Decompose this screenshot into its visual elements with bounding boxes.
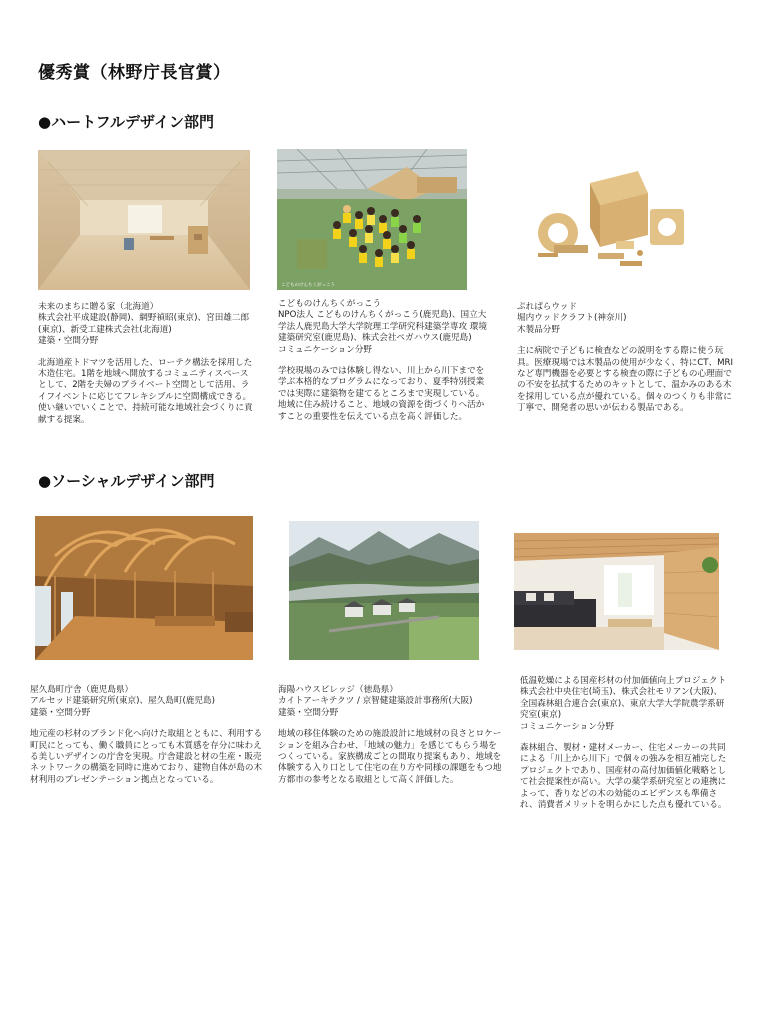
entry-category: 木製品分野 bbox=[517, 324, 560, 335]
entry-name: 屋久島町庁舎（鹿児島県） bbox=[30, 685, 134, 695]
entry-description: 主に病院で子どもに検査などの説明をする際に使う玩具。医療現場では木製品の使用が少なく、特にCT、MRIなど専門機器を必要とする検査の際に子どもの心理面での不安を払拭するためのキットとして、温かみのある木を採用している点が優れている。個々のつくりも非常に丁寧で、開発者の思いが伝わる製品である。 bbox=[517, 346, 734, 414]
entry-description: 北海道産トドマツを活用した、ローテク構法を採用した木造住宅。1階を地域へ開放するコミュニティスペースとして、2階を夫婦のプライベート空間として活用、ライフイベントに応じてフレキシブルに空間構成できる。使い継いでいくことで、持続可能な地域社会づくりに貢献する提案。 bbox=[38, 357, 253, 425]
entry-category: 建築・空間分野 bbox=[38, 336, 99, 347]
entry-category: コミュニケーション分野 bbox=[278, 344, 373, 355]
entry-category: コミュニケーション分野 bbox=[520, 721, 615, 732]
entry-name: ぷれぱらウッド bbox=[517, 302, 577, 312]
entry-name: こどものけんちくがっこう bbox=[278, 299, 382, 309]
entry-card-5 bbox=[278, 685, 504, 786]
photo-caption: こどものけんちくがっこう bbox=[281, 283, 335, 288]
entry-description: 地域の移住体験のための施設設計に地域材の良さとロケーションを組み合わせ、「地域の魅力」を感じてもらう場をつくっている。家族構成ごとの間取り提案もあり、地域を体験する入り口として住宅の在り方や同様の課題をもつ地方都市の参考となる取組として高く評価した。 bbox=[278, 729, 502, 785]
entry-team: カイトアーキテクツ / 京智健建築設計事務所(大阪) bbox=[278, 696, 473, 707]
wooden-toy-photo bbox=[520, 165, 720, 280]
entry-card-2 bbox=[278, 299, 490, 423]
entry-card-4 bbox=[30, 685, 263, 786]
aerial-village-photo bbox=[289, 521, 479, 660]
entry-card-1 bbox=[38, 302, 256, 426]
entry-team: 株式会社中央住宅(埼玉)、株式会社モリアン(大阪)、全国森林組合連合会(東京)、東京大学大学院農学系研究室(東京) bbox=[520, 687, 725, 721]
section-heading-social: ●ソーシャルデザイン部門 bbox=[38, 472, 215, 490]
entry-name: 海陽ハウスビレッジ（徳島県） bbox=[278, 685, 398, 695]
entry-description: 森林組合、製材・建材メーカー、住宅メーカーの共同による「川上から川下」で個々の強みを相互補完したプロジェクトであり、国産材の高付加価値化戦略として社会提案性が高い。大学の薬学系研究室との連携によって、香りなどの木の効能のエビデンスも準備され、消費者メリットを明らかにした点も優れている。 bbox=[520, 743, 727, 811]
entry-team: アルセッド建築研究所(東京)、屋久島町(鹿児島) bbox=[30, 696, 215, 707]
page-title: 優秀賞（林野庁長官賞） bbox=[38, 63, 231, 83]
wooden-interior-photo bbox=[38, 150, 250, 290]
cedar-room-photo bbox=[514, 533, 719, 650]
entry-description: 学校現場のみでは体験し得ない、川上から川下までを学ぶ本格的なプログラムになっており、夏季特別授業では実際に建築物を建てるところまで実現している。地域に住み続けること、地域の資源を街づくりへ活かすことの重要性を伝えている点を高く評価した。 bbox=[278, 366, 485, 422]
entry-card-3 bbox=[517, 302, 739, 415]
entry-team: 堀内ウッドクラフト(神奈川) bbox=[517, 313, 627, 324]
entry-category: 建築・空間分野 bbox=[278, 707, 339, 718]
timber-hall-photo bbox=[35, 516, 253, 660]
entry-team: NPO法人 こどものけんちくがっこう(鹿児島)、国立大学法人鹿児島大学大学院理工学研究科建築学専攻 環境建築研究室(鹿児島)、株式会社ペガハウス(鹿児島) bbox=[278, 310, 487, 344]
entry-name: 低温乾燥による国産杉材の付加価値向上プロジェクト bbox=[520, 676, 727, 686]
section-heading-heartful: ●ハートフルデザイン部門 bbox=[38, 113, 214, 131]
entry-team: 株式会社平成建設(静岡)、網野禎昭(東京)、宮田雄二郎(東京)、新受工建株式会社(北海道) bbox=[38, 313, 250, 335]
entry-name: 未来のまちに贈る家（北海道） bbox=[38, 302, 159, 312]
entry-description: 地元産の杉材のブランド化へ向けた取組とともに、利用する町民にとっても、働く職員にとっても木質感を存分に味わえる美しいデザインの庁舎を実現。庁舎建設と材の生産・販売ネットワークの構築を同時に進めており、建物自体が島の木材利用のプレゼンテーション拠点となっている。 bbox=[30, 729, 263, 785]
entry-card-6 bbox=[520, 676, 728, 811]
children-group-photo bbox=[277, 149, 467, 290]
entry-category: 建築・空間分野 bbox=[30, 707, 91, 718]
